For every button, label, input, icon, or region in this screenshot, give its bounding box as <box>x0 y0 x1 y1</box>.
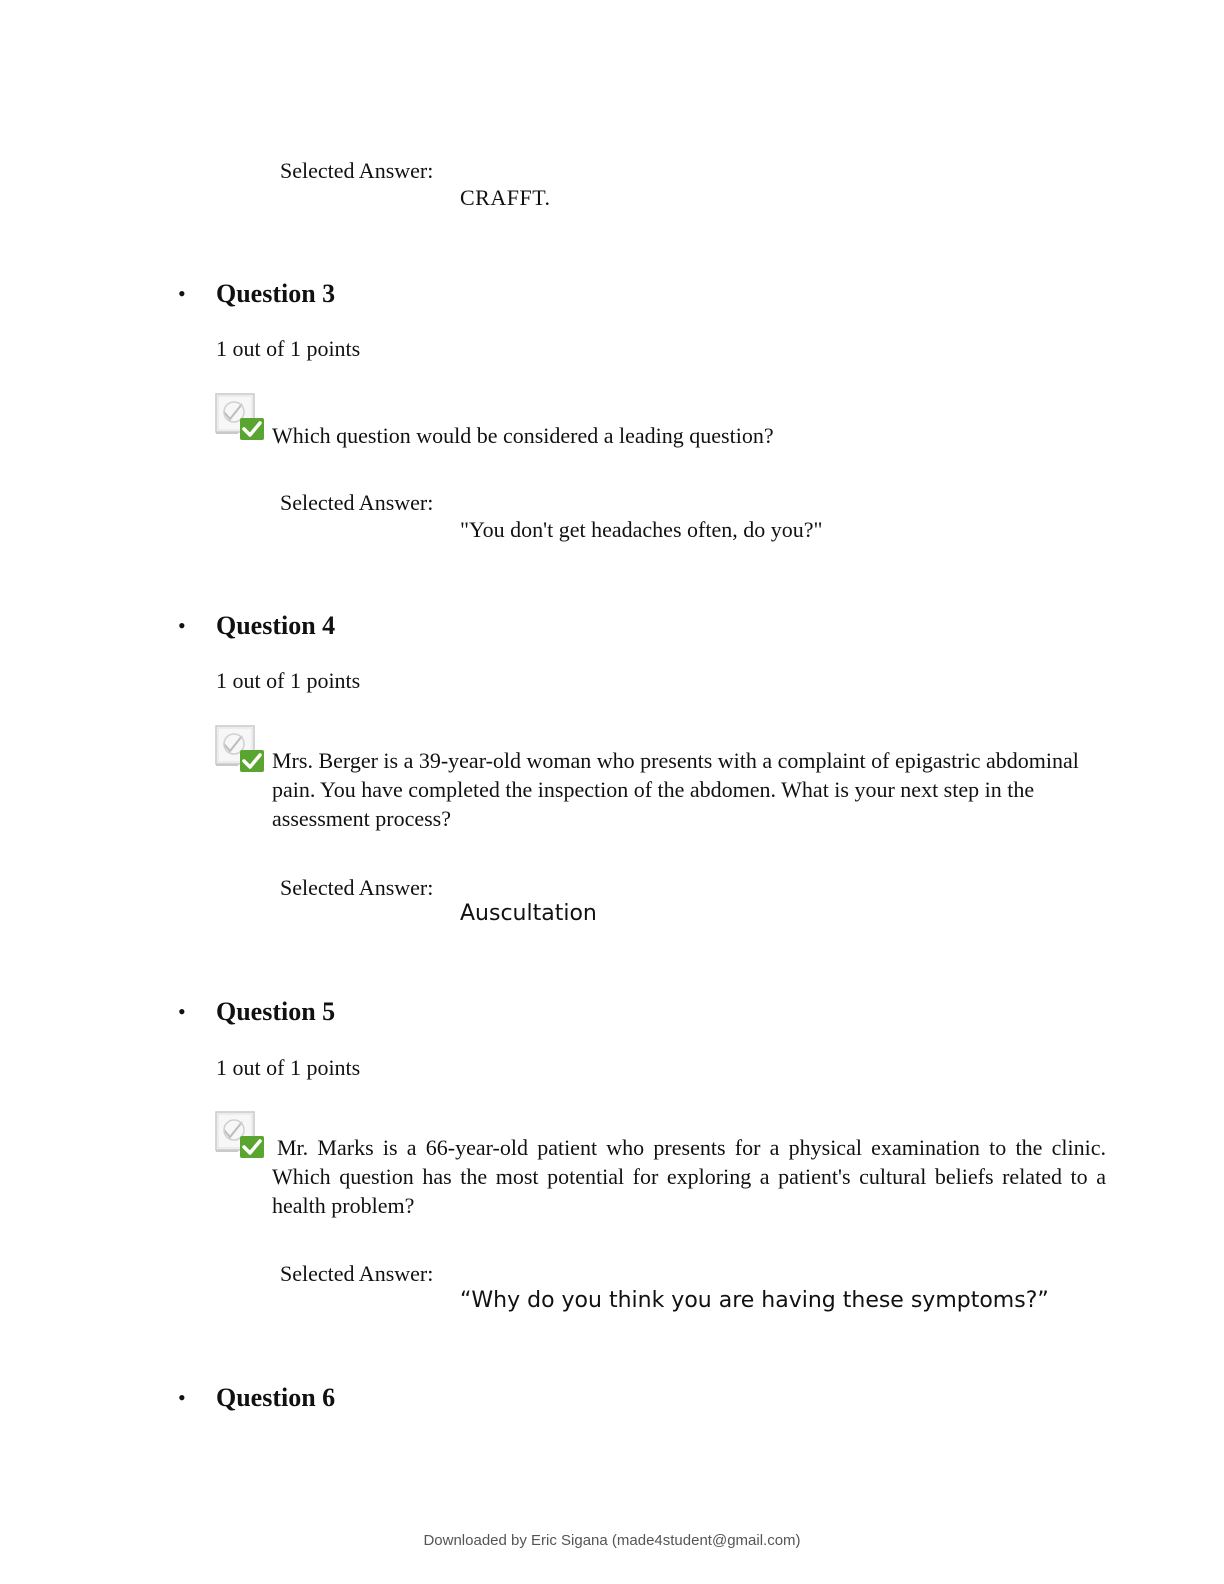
selected-answer-label: Selected Answer: <box>280 875 434 900</box>
selected-answer-label: Selected Answer: <box>280 158 434 183</box>
question-text: Mr. Marks is a 66-year-old patient who presents for a physical examination to the clinic. Which question has the most potential for exploring a patient's cultural beliefs related to a health problem? <box>272 1135 1106 1218</box>
correct-check-icon <box>214 1110 266 1160</box>
question-points: 1 out of 1 points <box>216 336 361 361</box>
correct-check-icon <box>214 724 266 774</box>
question-points: 1 out of 1 points <box>216 668 361 693</box>
selected-answer-value: CRAFFT. <box>460 185 551 210</box>
question-points: 1 out of 1 points <box>216 1055 361 1080</box>
bullet-icon: • <box>178 1385 186 1410</box>
question-title: Question 5 <box>216 997 336 1026</box>
selected-answer-value: Auscultation <box>460 901 597 926</box>
question-text: Which question would be considered a leading question? <box>272 423 774 448</box>
question-title: Question 3 <box>216 279 336 308</box>
selected-answer-value: “Why do you think you are having these symptoms?” <box>460 1288 1049 1313</box>
selected-answer-label: Selected Answer: <box>280 1261 434 1286</box>
bullet-icon: • <box>178 999 186 1024</box>
question-text: Mrs. Berger is a 39-year-old woman who presents with a complaint of epigastric abdominal pain. You have completed the inspection of the abdomen. What is your next step in the assessment process? <box>272 748 1079 831</box>
selected-answer-value: "You don't get headaches often, do you?" <box>460 517 823 542</box>
bullet-icon: • <box>178 613 186 638</box>
download-footer: Downloaded by Eric Sigana (made4student@gmail.com) <box>423 1532 801 1549</box>
correct-check-icon <box>214 392 266 442</box>
question-title: Question 6 <box>216 1383 336 1412</box>
selected-answer-label: Selected Answer: <box>280 490 434 515</box>
question-title: Question 4 <box>216 611 336 640</box>
bullet-icon: • <box>178 281 186 306</box>
